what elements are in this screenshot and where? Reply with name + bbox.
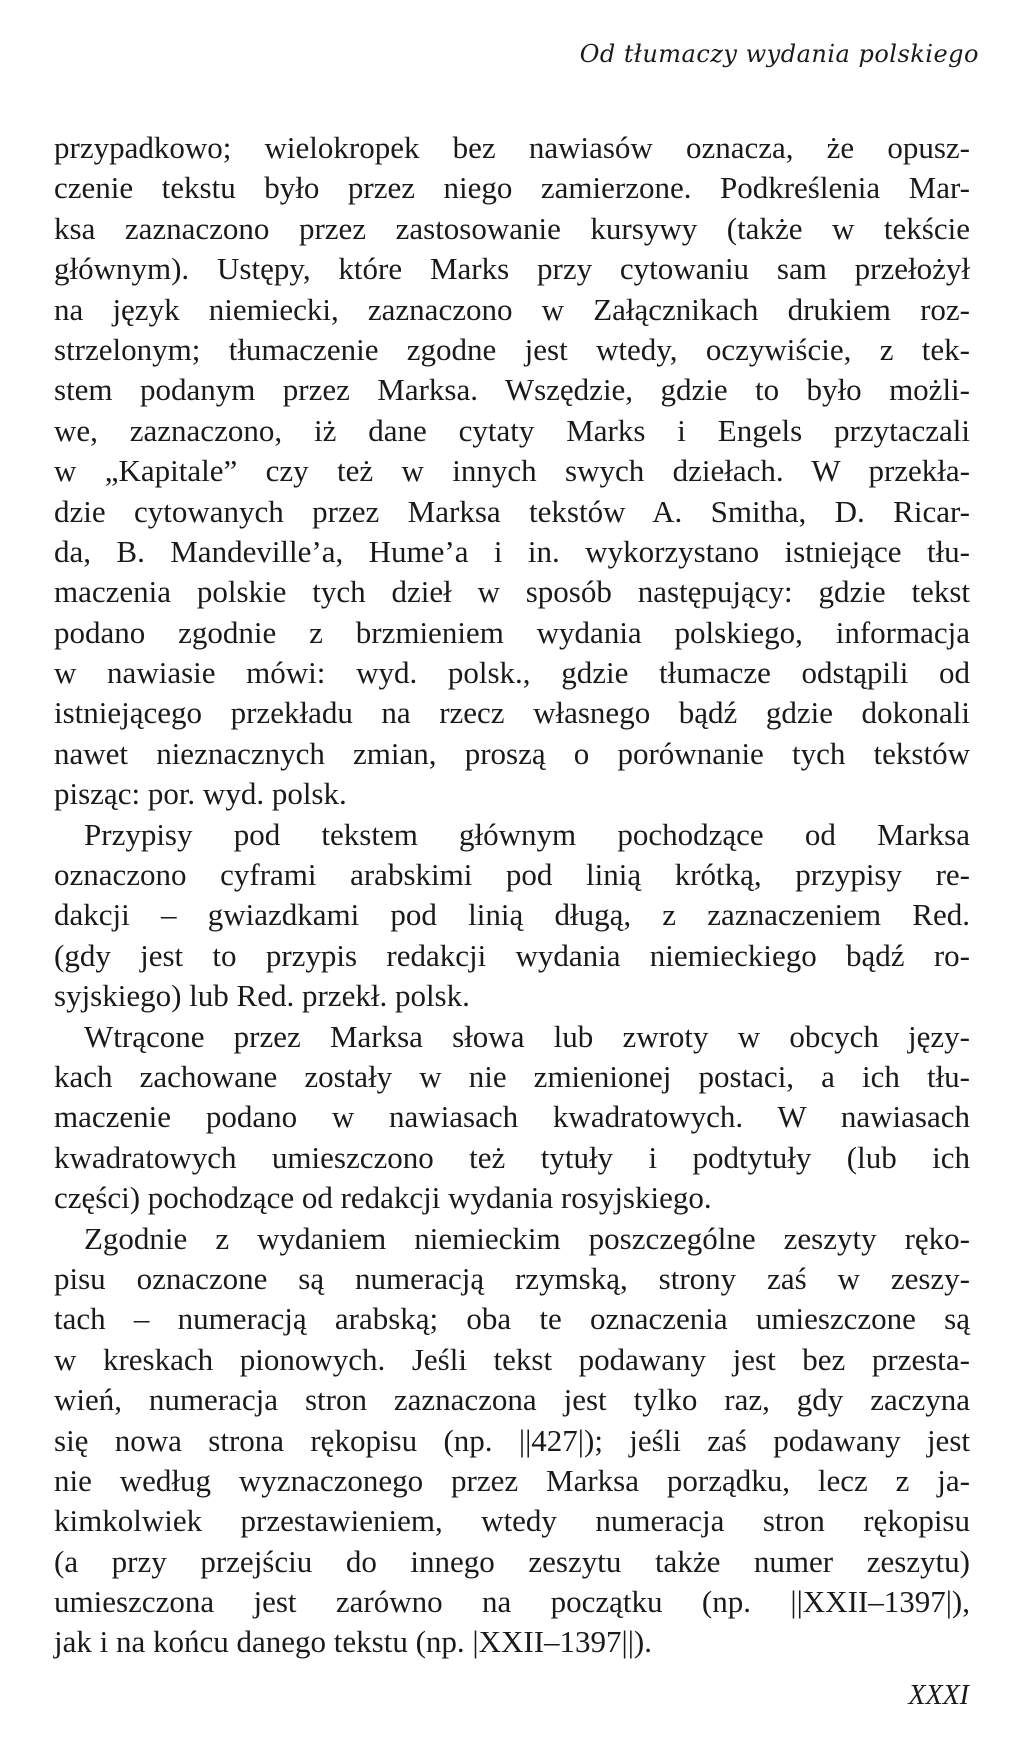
text-line: nawet nieznacznych zmian, proszą o porównanie tych tekstów: [54, 735, 970, 771]
text-line: pisząc: por. wyd. polsk.: [54, 776, 347, 812]
text-line: się nowa strona rękopisu (np. ||427|); jeśli zaś podawany jest: [54, 1422, 970, 1458]
page-number: XXXI: [908, 1680, 969, 1711]
text-line: w nawiasie mówi: wyd. polsk., gdzie tłumacze odstąpili od: [54, 655, 970, 691]
text-line: nie według wyznaczonego przez Marksa porządku, lecz z ja-: [54, 1462, 970, 1498]
text-line: kimkolwiek przestawieniem, wtedy numeracja stron rękopisu: [54, 1503, 970, 1539]
text-line: istniejącego przekładu na rzecz własnego bądź gdzie dokonali: [54, 695, 970, 731]
text-line: umieszczona jest zarówno na początku (np. ||XXII–1397|),: [54, 1584, 970, 1620]
text-line: kwadratowych umieszczono też tytuły i podtytuły (lub ich: [54, 1139, 970, 1175]
text-line: podano zgodnie z brzmieniem wydania polskiego, informacja: [54, 614, 970, 650]
text-line: wień, numeracja stron zaznaczona jest tylko raz, gdy zaczyna: [54, 1382, 970, 1418]
text-line: na język niemiecki, zaznaczono w Załącznikach drukiem roz-: [54, 291, 970, 327]
text-line: w „Kapitale” czy też w innych swych dziełach. W przekła-: [54, 453, 970, 489]
text-line: oznaczono cyframi arabskimi pod linią krótką, przypisy re-: [54, 857, 970, 893]
text-line: syjskiego) lub Red. przekł. polsk.: [54, 978, 470, 1014]
text-line: stem podanym przez Marksa. Wszędzie, gdzie to było możli-: [54, 372, 970, 408]
text-line: jak i na końcu danego tekstu (np. |XXII–1397||).: [54, 1624, 653, 1660]
text-line: ksa zaznaczono przez zastosowanie kursywy (także w tekście: [54, 210, 970, 246]
paragraph: [54, 815, 970, 1017]
paragraph: [54, 1017, 970, 1219]
text-line: przypadkowo; wielokropek bez nawiasów oznacza, że opusz-: [54, 130, 970, 165]
text-line: części) pochodzące od redakcji wydania rosyjskiego.: [54, 1180, 712, 1216]
text-line: dzie cytowanych przez Marksa tekstów A. Smitha, D. Ricar-: [54, 493, 970, 529]
text-line: czenie tekstu było przez niego zamierzone. Podkreślenia Mar-: [54, 170, 970, 206]
text-line: strzelonym; tłumaczenie zgodne jest wtedy, oczywiście, z tek-: [54, 331, 970, 367]
text-line: da, B. Mandeville’a, Hume’a i in. wykorzystano istniejące tłu-: [54, 533, 970, 569]
text-line: we, zaznaczono, iż dane cytaty Marks i Engels przytaczali: [54, 412, 970, 448]
text-line: głównym). Ustępy, które Marks przy cytowaniu sam przełożył: [54, 251, 970, 287]
text-line: maczenia polskie tych dzieł w sposób następujący: gdzie tekst: [54, 574, 970, 610]
text-line: Wtrącone przez Marksa słowa lub zwroty w obcych języ-: [84, 1018, 970, 1054]
text-line: maczenie podano w nawiasach kwadratowych. W nawiasach: [54, 1099, 970, 1135]
text-line: kach zachowane zostały w nie zmienionej postaci, a ich tłu-: [54, 1058, 970, 1094]
body-text: [54, 128, 970, 1663]
text-line: (a przy przejściu do innego zeszytu także numer zeszytu): [54, 1543, 970, 1579]
text-line: (gdy jest to przypis redakcji wydania niemieckiego bądź ro-: [54, 937, 970, 973]
paragraph: [54, 128, 970, 815]
text-line: Przypisy pod tekstem głównym pochodzące od Marksa: [84, 816, 970, 852]
text-line: tach – numeracją arabską; oba te oznaczenia umieszczone są: [54, 1301, 970, 1337]
text-line: w kreskach pionowych. Jeśli tekst podawany jest bez przesta-: [54, 1341, 970, 1377]
text-line: pisu oznaczone są numeracją rzymską, strony zaś w zeszy-: [54, 1260, 970, 1296]
running-head: Od tłumaczy wydania polskiego: [579, 40, 979, 68]
text-line: dakcji – gwiazdkami pod linią długą, z zaznaczeniem Red.: [54, 897, 970, 933]
text-line: Zgodnie z wydaniem niemieckim poszczególne zeszyty ręko-: [84, 1220, 970, 1256]
paragraph: [54, 1219, 970, 1663]
